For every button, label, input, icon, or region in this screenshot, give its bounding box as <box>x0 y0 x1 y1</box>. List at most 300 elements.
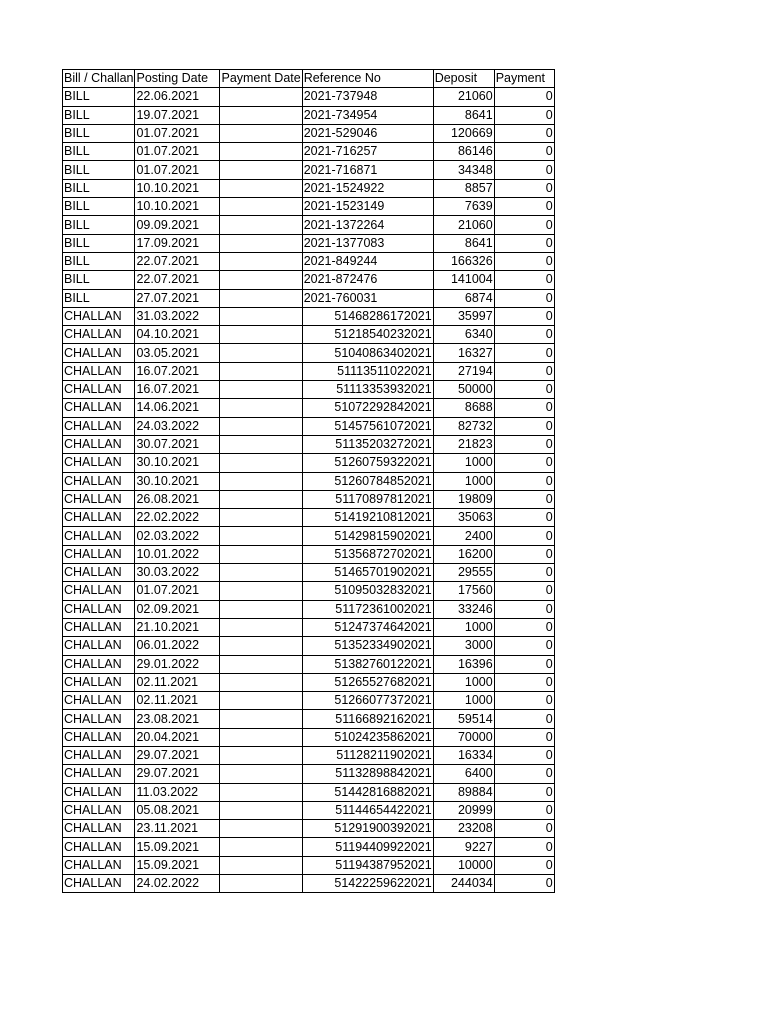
deposit-cell: 29555 <box>433 564 494 582</box>
posting-date-cell: 10.10.2021 <box>135 198 220 216</box>
posting-date-cell: 09.09.2021 <box>135 216 220 234</box>
posting-date-cell: 30.10.2021 <box>135 472 220 490</box>
table-row <box>63 344 555 362</box>
posting-date-cell: 02.03.2022 <box>135 527 220 545</box>
payment-cell: 0 <box>494 527 554 545</box>
reference-no-cell: 51132898842021 <box>302 765 433 783</box>
deposit-cell: 89884 <box>433 783 494 801</box>
table-row <box>63 326 555 344</box>
header-row <box>63 70 555 88</box>
payment-cell: 0 <box>494 198 554 216</box>
reference-no-cell: 51166892162021 <box>302 710 433 728</box>
type-cell: CHALLAN <box>63 673 135 691</box>
header-payment: Payment <box>494 70 554 88</box>
type-cell: BILL <box>63 179 135 197</box>
deposit-cell: 86146 <box>433 143 494 161</box>
type-cell: CHALLAN <box>63 692 135 710</box>
payment-cell: 0 <box>494 765 554 783</box>
table-row <box>63 381 555 399</box>
payment-cell: 0 <box>494 106 554 124</box>
posting-date-cell: 29.07.2021 <box>135 746 220 764</box>
posting-date-cell: 17.09.2021 <box>135 234 220 252</box>
type-cell: BILL <box>63 161 135 179</box>
type-cell: CHALLAN <box>63 472 135 490</box>
deposit-cell: 8641 <box>433 106 494 124</box>
deposit-cell: 82732 <box>433 417 494 435</box>
table-row <box>63 490 555 508</box>
payment-cell: 0 <box>494 399 554 417</box>
payment-date-cell <box>220 600 302 618</box>
payment-cell: 0 <box>494 216 554 234</box>
payment-date-cell <box>220 106 302 124</box>
reference-no-cell: 51172361002021 <box>302 600 433 618</box>
payment-date-cell <box>220 728 302 746</box>
table-row <box>63 88 555 106</box>
deposit-cell: 21823 <box>433 435 494 453</box>
payment-cell: 0 <box>494 454 554 472</box>
header-bill-challan: Bill / Challan <box>63 70 135 88</box>
payment-date-cell <box>220 454 302 472</box>
table-row <box>63 527 555 545</box>
deposit-cell: 8857 <box>433 179 494 197</box>
posting-date-cell: 01.07.2021 <box>135 582 220 600</box>
type-cell: CHALLAN <box>63 435 135 453</box>
reference-no-cell: 51095032832021 <box>302 582 433 600</box>
payment-date-cell <box>220 655 302 673</box>
posting-date-cell: 15.09.2021 <box>135 838 220 856</box>
table-row <box>63 856 555 874</box>
type-cell: CHALLAN <box>63 454 135 472</box>
payment-date-cell <box>220 783 302 801</box>
posting-date-cell: 24.03.2022 <box>135 417 220 435</box>
table-row <box>63 435 555 453</box>
posting-date-cell: 26.08.2021 <box>135 490 220 508</box>
reference-no-cell: 2021-1523149 <box>302 198 433 216</box>
table-row <box>63 710 555 728</box>
reference-no-cell: 2021-1524922 <box>302 179 433 197</box>
table-row <box>63 820 555 838</box>
table-row <box>63 783 555 801</box>
payment-date-cell <box>220 618 302 636</box>
reference-no-cell: 51194387952021 <box>302 856 433 874</box>
payment-cell: 0 <box>494 234 554 252</box>
posting-date-cell: 22.07.2021 <box>135 271 220 289</box>
reference-no-cell: 51465701902021 <box>302 564 433 582</box>
payment-date-cell <box>220 143 302 161</box>
posting-date-cell: 01.07.2021 <box>135 161 220 179</box>
payment-date-cell <box>220 545 302 563</box>
reference-no-cell: 2021-737948 <box>302 88 433 106</box>
type-cell: BILL <box>63 234 135 252</box>
type-cell: CHALLAN <box>63 765 135 783</box>
reference-no-cell: 51265527682021 <box>302 673 433 691</box>
payment-date-cell <box>220 856 302 874</box>
reference-no-cell: 51468286172021 <box>302 307 433 325</box>
payment-date-cell <box>220 875 302 893</box>
deposit-cell: 8688 <box>433 399 494 417</box>
payment-date-cell <box>220 673 302 691</box>
type-cell: BILL <box>63 252 135 270</box>
payment-cell: 0 <box>494 545 554 563</box>
posting-date-cell: 06.01.2022 <box>135 637 220 655</box>
reference-no-cell: 2021-734954 <box>302 106 433 124</box>
deposit-cell: 16200 <box>433 545 494 563</box>
posting-date-cell: 30.03.2022 <box>135 564 220 582</box>
payment-cell: 0 <box>494 600 554 618</box>
reference-no-cell: 51040863402021 <box>302 344 433 362</box>
payment-date-cell <box>220 198 302 216</box>
payment-date-cell <box>220 216 302 234</box>
deposit-cell: 16334 <box>433 746 494 764</box>
header-deposit: Deposit <box>433 70 494 88</box>
posting-date-cell: 23.11.2021 <box>135 820 220 838</box>
reference-no-cell: 51442816882021 <box>302 783 433 801</box>
type-cell: CHALLAN <box>63 582 135 600</box>
deposit-cell: 27194 <box>433 362 494 380</box>
reference-no-cell: 51419210812021 <box>302 509 433 527</box>
payment-cell: 0 <box>494 289 554 307</box>
table-row <box>63 106 555 124</box>
table-row <box>63 143 555 161</box>
payment-cell: 0 <box>494 746 554 764</box>
payment-date-cell <box>220 88 302 106</box>
table-row <box>63 362 555 380</box>
deposit-cell: 20999 <box>433 801 494 819</box>
deposit-cell: 2400 <box>433 527 494 545</box>
posting-date-cell: 29.01.2022 <box>135 655 220 673</box>
table-row <box>63 289 555 307</box>
type-cell: BILL <box>63 216 135 234</box>
payment-cell: 0 <box>494 564 554 582</box>
table-row <box>63 399 555 417</box>
posting-date-cell: 31.03.2022 <box>135 307 220 325</box>
reference-no-cell: 51113353932021 <box>302 381 433 399</box>
type-cell: CHALLAN <box>63 875 135 893</box>
deposit-cell: 19809 <box>433 490 494 508</box>
table-row <box>63 838 555 856</box>
reference-no-cell: 51135203272021 <box>302 435 433 453</box>
payment-date-cell <box>220 161 302 179</box>
payment-date-cell <box>220 582 302 600</box>
type-cell: CHALLAN <box>63 362 135 380</box>
table-row <box>63 417 555 435</box>
reference-no-cell: 2021-716871 <box>302 161 433 179</box>
deposit-cell: 1000 <box>433 618 494 636</box>
payment-date-cell <box>220 399 302 417</box>
type-cell: BILL <box>63 289 135 307</box>
type-cell: CHALLAN <box>63 746 135 764</box>
deposit-cell: 21060 <box>433 88 494 106</box>
reference-no-cell: 2021-1372264 <box>302 216 433 234</box>
type-cell: CHALLAN <box>63 344 135 362</box>
type-cell: CHALLAN <box>63 307 135 325</box>
table-row <box>63 618 555 636</box>
type-cell: CHALLAN <box>63 783 135 801</box>
header-payment-date: Payment Date <box>220 70 302 88</box>
payment-cell: 0 <box>494 124 554 142</box>
payment-cell: 0 <box>494 381 554 399</box>
payment-cell: 0 <box>494 179 554 197</box>
reference-no-cell: 51194409922021 <box>302 838 433 856</box>
posting-date-cell: 15.09.2021 <box>135 856 220 874</box>
reference-no-cell: 51429815902021 <box>302 527 433 545</box>
deposit-cell: 59514 <box>433 710 494 728</box>
type-cell: BILL <box>63 124 135 142</box>
deposit-cell: 50000 <box>433 381 494 399</box>
table-row <box>63 655 555 673</box>
deposit-cell: 21060 <box>433 216 494 234</box>
deposit-cell: 70000 <box>433 728 494 746</box>
type-cell: CHALLAN <box>63 600 135 618</box>
type-cell: CHALLAN <box>63 545 135 563</box>
payment-cell: 0 <box>494 728 554 746</box>
payment-cell: 0 <box>494 582 554 600</box>
reference-no-cell: 51291900392021 <box>302 820 433 838</box>
payment-date-cell <box>220 362 302 380</box>
payment-date-cell <box>220 326 302 344</box>
reference-no-cell: 2021-1377083 <box>302 234 433 252</box>
posting-date-cell: 10.01.2022 <box>135 545 220 563</box>
table-row <box>63 765 555 783</box>
posting-date-cell: 01.07.2021 <box>135 143 220 161</box>
type-cell: CHALLAN <box>63 326 135 344</box>
table-row <box>63 692 555 710</box>
deposit-cell: 6400 <box>433 765 494 783</box>
deposit-cell: 9227 <box>433 838 494 856</box>
type-cell: CHALLAN <box>63 618 135 636</box>
payment-date-cell <box>220 417 302 435</box>
deposit-cell: 120669 <box>433 124 494 142</box>
type-cell: CHALLAN <box>63 820 135 838</box>
table-row <box>63 307 555 325</box>
posting-date-cell: 01.07.2021 <box>135 124 220 142</box>
deposit-cell: 16327 <box>433 344 494 362</box>
reference-no-cell: 2021-849244 <box>302 252 433 270</box>
table-row <box>63 746 555 764</box>
payment-cell: 0 <box>494 856 554 874</box>
posting-date-cell: 02.09.2021 <box>135 600 220 618</box>
table-row <box>63 161 555 179</box>
payment-cell: 0 <box>494 618 554 636</box>
posting-date-cell: 16.07.2021 <box>135 381 220 399</box>
posting-date-cell: 30.10.2021 <box>135 454 220 472</box>
reference-no-cell: 51457561072021 <box>302 417 433 435</box>
reference-no-cell: 51260759322021 <box>302 454 433 472</box>
payment-cell: 0 <box>494 801 554 819</box>
posting-date-cell: 11.03.2022 <box>135 783 220 801</box>
payment-cell: 0 <box>494 161 554 179</box>
payment-cell: 0 <box>494 509 554 527</box>
table-body <box>63 88 555 893</box>
type-cell: BILL <box>63 143 135 161</box>
payment-date-cell <box>220 490 302 508</box>
posting-date-cell: 05.08.2021 <box>135 801 220 819</box>
posting-date-cell: 22.06.2021 <box>135 88 220 106</box>
payment-date-cell <box>220 307 302 325</box>
reference-no-cell: 51247374642021 <box>302 618 433 636</box>
table-row <box>63 728 555 746</box>
posting-date-cell: 20.04.2021 <box>135 728 220 746</box>
payment-cell: 0 <box>494 692 554 710</box>
payment-date-cell <box>220 435 302 453</box>
type-cell: CHALLAN <box>63 399 135 417</box>
deposit-cell: 10000 <box>433 856 494 874</box>
table-row <box>63 454 555 472</box>
payment-cell: 0 <box>494 637 554 655</box>
posting-date-cell: 29.07.2021 <box>135 765 220 783</box>
payment-cell: 0 <box>494 710 554 728</box>
deposit-cell: 6874 <box>433 289 494 307</box>
deposit-cell: 8641 <box>433 234 494 252</box>
table-row <box>63 179 555 197</box>
type-cell: CHALLAN <box>63 710 135 728</box>
reference-no-cell: 2021-760031 <box>302 289 433 307</box>
payment-date-cell <box>220 746 302 764</box>
type-cell: BILL <box>63 198 135 216</box>
type-cell: CHALLAN <box>63 564 135 582</box>
payment-cell: 0 <box>494 143 554 161</box>
type-cell: CHALLAN <box>63 728 135 746</box>
posting-date-cell: 22.07.2021 <box>135 252 220 270</box>
posting-date-cell: 22.02.2022 <box>135 509 220 527</box>
payment-cell: 0 <box>494 655 554 673</box>
table-row <box>63 271 555 289</box>
deposit-cell: 166326 <box>433 252 494 270</box>
payment-date-cell <box>220 344 302 362</box>
payment-cell: 0 <box>494 875 554 893</box>
reference-no-cell: 51024235862021 <box>302 728 433 746</box>
reference-no-cell: 51144654422021 <box>302 801 433 819</box>
deposit-cell: 3000 <box>433 637 494 655</box>
payment-cell: 0 <box>494 344 554 362</box>
payment-cell: 0 <box>494 362 554 380</box>
payment-date-cell <box>220 252 302 270</box>
payment-date-cell <box>220 509 302 527</box>
payment-date-cell <box>220 271 302 289</box>
payment-date-cell <box>220 124 302 142</box>
reference-no-cell: 51260784852021 <box>302 472 433 490</box>
deposit-cell: 7639 <box>433 198 494 216</box>
type-cell: CHALLAN <box>63 417 135 435</box>
posting-date-cell: 27.07.2021 <box>135 289 220 307</box>
table-row <box>63 600 555 618</box>
payment-cell: 0 <box>494 490 554 508</box>
table-row <box>63 124 555 142</box>
reference-no-cell: 51422259622021 <box>302 875 433 893</box>
payment-cell: 0 <box>494 838 554 856</box>
reference-no-cell: 51356872702021 <box>302 545 433 563</box>
posting-date-cell: 23.08.2021 <box>135 710 220 728</box>
deposit-cell: 35997 <box>433 307 494 325</box>
posting-date-cell: 21.10.2021 <box>135 618 220 636</box>
reference-no-cell: 51266077372021 <box>302 692 433 710</box>
posting-date-cell: 10.10.2021 <box>135 179 220 197</box>
posting-date-cell: 24.02.2022 <box>135 875 220 893</box>
deposit-cell: 6340 <box>433 326 494 344</box>
payment-cell: 0 <box>494 307 554 325</box>
reference-no-cell: 51170897812021 <box>302 490 433 508</box>
payment-date-cell <box>220 765 302 783</box>
type-cell: BILL <box>63 271 135 289</box>
posting-date-cell: 02.11.2021 <box>135 673 220 691</box>
reference-no-cell: 51382760122021 <box>302 655 433 673</box>
payment-date-cell <box>220 801 302 819</box>
payment-cell: 0 <box>494 435 554 453</box>
table-row <box>63 472 555 490</box>
reference-no-cell: 2021-716257 <box>302 143 433 161</box>
payment-cell: 0 <box>494 252 554 270</box>
deposit-cell: 1000 <box>433 692 494 710</box>
type-cell: BILL <box>63 88 135 106</box>
posting-date-cell: 02.11.2021 <box>135 692 220 710</box>
table-row <box>63 509 555 527</box>
type-cell: CHALLAN <box>63 838 135 856</box>
payment-cell: 0 <box>494 673 554 691</box>
type-cell: CHALLAN <box>63 490 135 508</box>
payment-cell: 0 <box>494 820 554 838</box>
type-cell: CHALLAN <box>63 655 135 673</box>
payment-cell: 0 <box>494 783 554 801</box>
payment-date-cell <box>220 381 302 399</box>
table-row <box>63 801 555 819</box>
header-posting-date: Posting Date <box>135 70 220 88</box>
table-row <box>63 564 555 582</box>
type-cell: CHALLAN <box>63 856 135 874</box>
payment-date-cell <box>220 710 302 728</box>
payment-date-cell <box>220 234 302 252</box>
payment-cell: 0 <box>494 326 554 344</box>
reference-no-cell: 51352334902021 <box>302 637 433 655</box>
table-row <box>63 582 555 600</box>
table-row <box>63 673 555 691</box>
payment-date-cell <box>220 527 302 545</box>
payment-date-cell <box>220 179 302 197</box>
reference-no-cell: 2021-529046 <box>302 124 433 142</box>
deposit-cell: 141004 <box>433 271 494 289</box>
deposit-cell: 244034 <box>433 875 494 893</box>
table-row <box>63 252 555 270</box>
posting-date-cell: 03.05.2021 <box>135 344 220 362</box>
payment-date-cell <box>220 289 302 307</box>
table-row <box>63 875 555 893</box>
posting-date-cell: 30.07.2021 <box>135 435 220 453</box>
reference-no-cell: 51072292842021 <box>302 399 433 417</box>
posting-date-cell: 14.06.2021 <box>135 399 220 417</box>
type-cell: CHALLAN <box>63 509 135 527</box>
type-cell: CHALLAN <box>63 381 135 399</box>
type-cell: BILL <box>63 106 135 124</box>
table-row <box>63 545 555 563</box>
deposit-cell: 35063 <box>433 509 494 527</box>
payment-cell: 0 <box>494 472 554 490</box>
payment-date-cell <box>220 692 302 710</box>
reference-no-cell: 51113511022021 <box>302 362 433 380</box>
payment-date-cell <box>220 564 302 582</box>
table-row <box>63 637 555 655</box>
table-row <box>63 198 555 216</box>
posting-date-cell: 16.07.2021 <box>135 362 220 380</box>
table-row <box>63 216 555 234</box>
type-cell: CHALLAN <box>63 637 135 655</box>
type-cell: CHALLAN <box>63 527 135 545</box>
deposit-cell: 23208 <box>433 820 494 838</box>
deposit-cell: 17560 <box>433 582 494 600</box>
posting-date-cell: 19.07.2021 <box>135 106 220 124</box>
payment-cell: 0 <box>494 271 554 289</box>
deposit-cell: 1000 <box>433 472 494 490</box>
table-row <box>63 234 555 252</box>
deposit-cell: 34348 <box>433 161 494 179</box>
